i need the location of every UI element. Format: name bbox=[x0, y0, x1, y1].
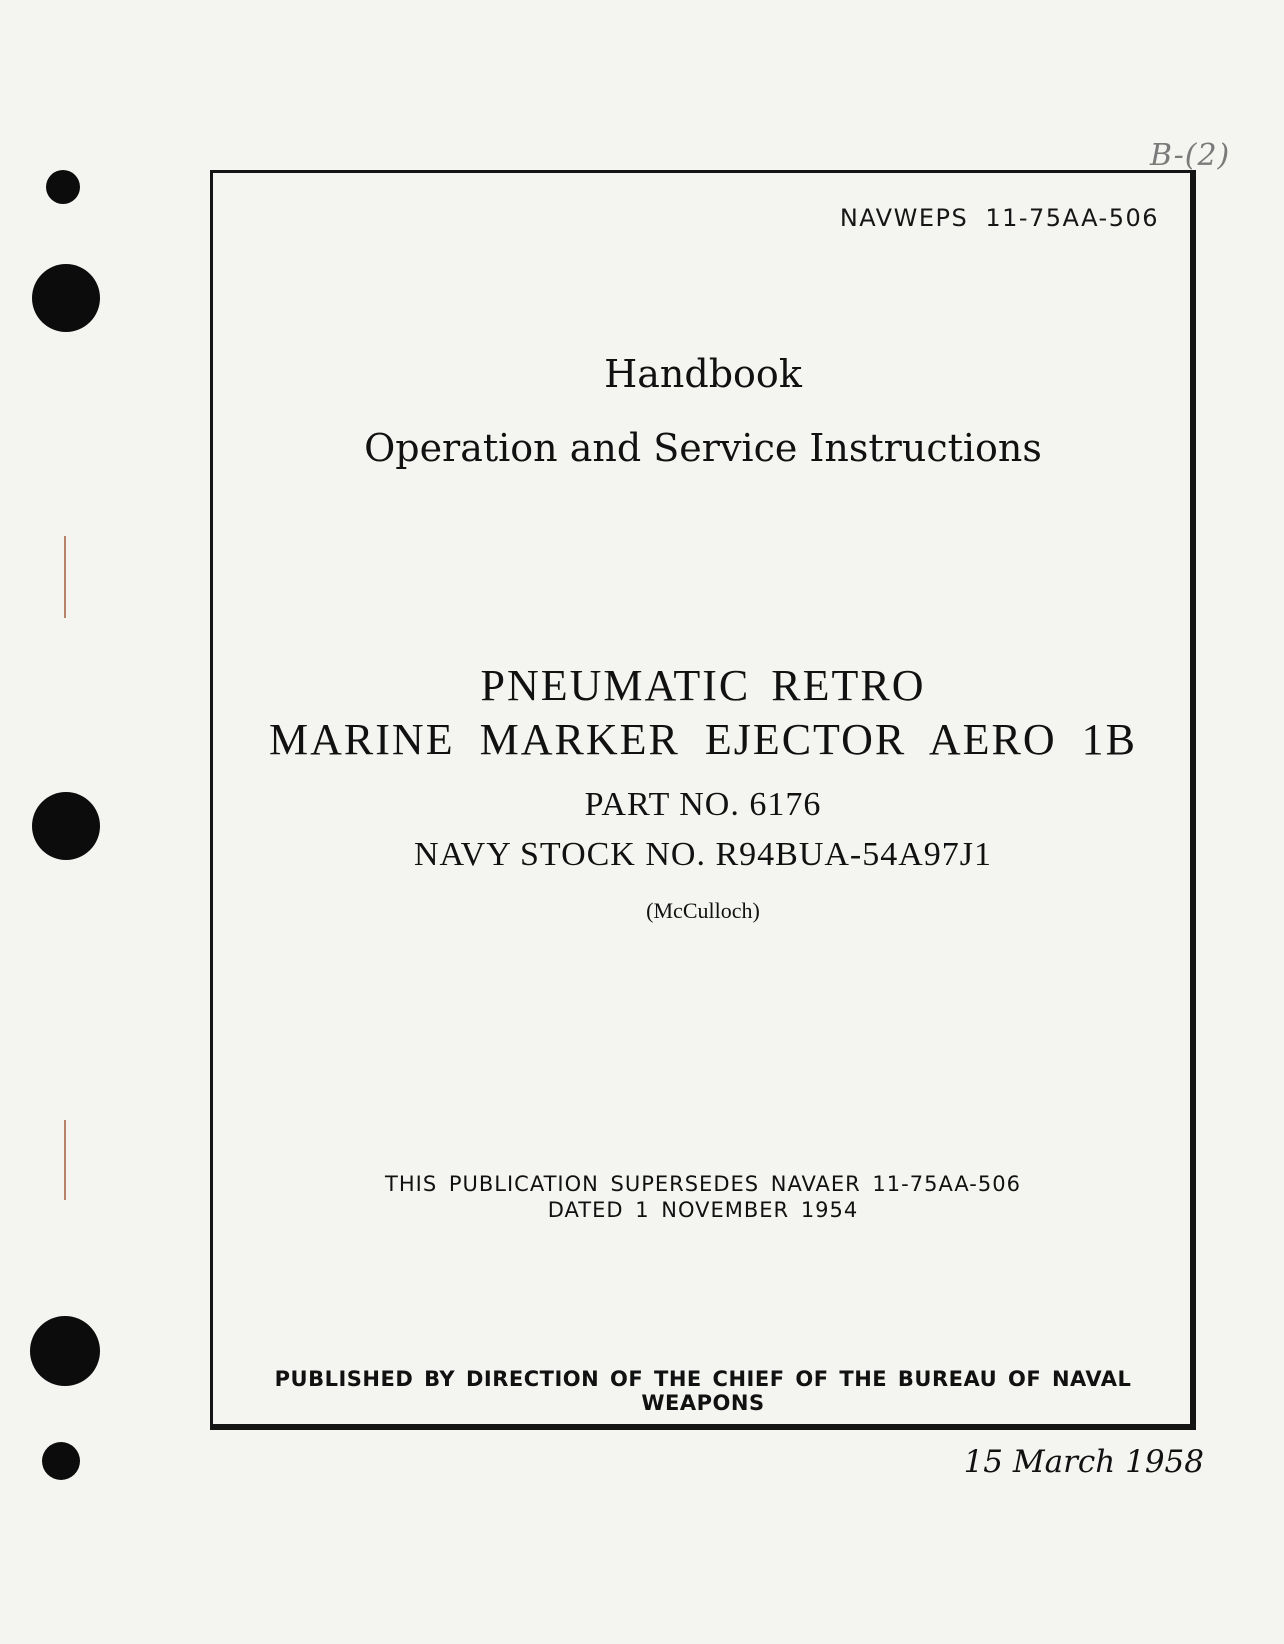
supersedes-notice-line-1: THIS PUBLICATION SUPERSEDES NAVAER 11-75AA-506 bbox=[385, 1172, 1021, 1196]
navy-stock-number: NAVY STOCK NO. R94BUA-54A97J1 bbox=[413, 836, 993, 873]
equipment-title-line-1: PNEUMATIC RETRO bbox=[480, 661, 926, 710]
binder-hole-2 bbox=[32, 264, 100, 332]
equipment-title-line-2: MARINE MARKER EJECTOR AERO 1B bbox=[269, 715, 1137, 764]
binder-hole-5 bbox=[42, 1442, 80, 1480]
supersedes-notice-line-2: DATED 1 NOVEMBER 1954 bbox=[547, 1198, 859, 1222]
publication-date: 15 March 1958 bbox=[963, 1444, 1204, 1480]
document-subtitle: Operation and Service Instructions bbox=[364, 426, 1042, 470]
manufacturer: (McCulloch) bbox=[646, 898, 760, 923]
margin-mark-2 bbox=[64, 1120, 66, 1200]
binder-hole-4 bbox=[30, 1316, 100, 1386]
binder-hole-1 bbox=[46, 170, 80, 204]
part-number: PART NO. 6176 bbox=[584, 786, 822, 823]
document-number: NAVWEPS 11-75AA-506 bbox=[839, 204, 1159, 232]
publisher-statement: PUBLISHED BY DIRECTION OF THE CHIEF OF THE BUREAU OF NAVAL WEAPONS bbox=[274, 1367, 1132, 1415]
handwritten-annotation: B-(2) bbox=[1150, 138, 1231, 173]
margin-mark-1 bbox=[64, 536, 66, 618]
handbook-heading: Handbook bbox=[604, 352, 802, 396]
binder-hole-3 bbox=[32, 792, 100, 860]
